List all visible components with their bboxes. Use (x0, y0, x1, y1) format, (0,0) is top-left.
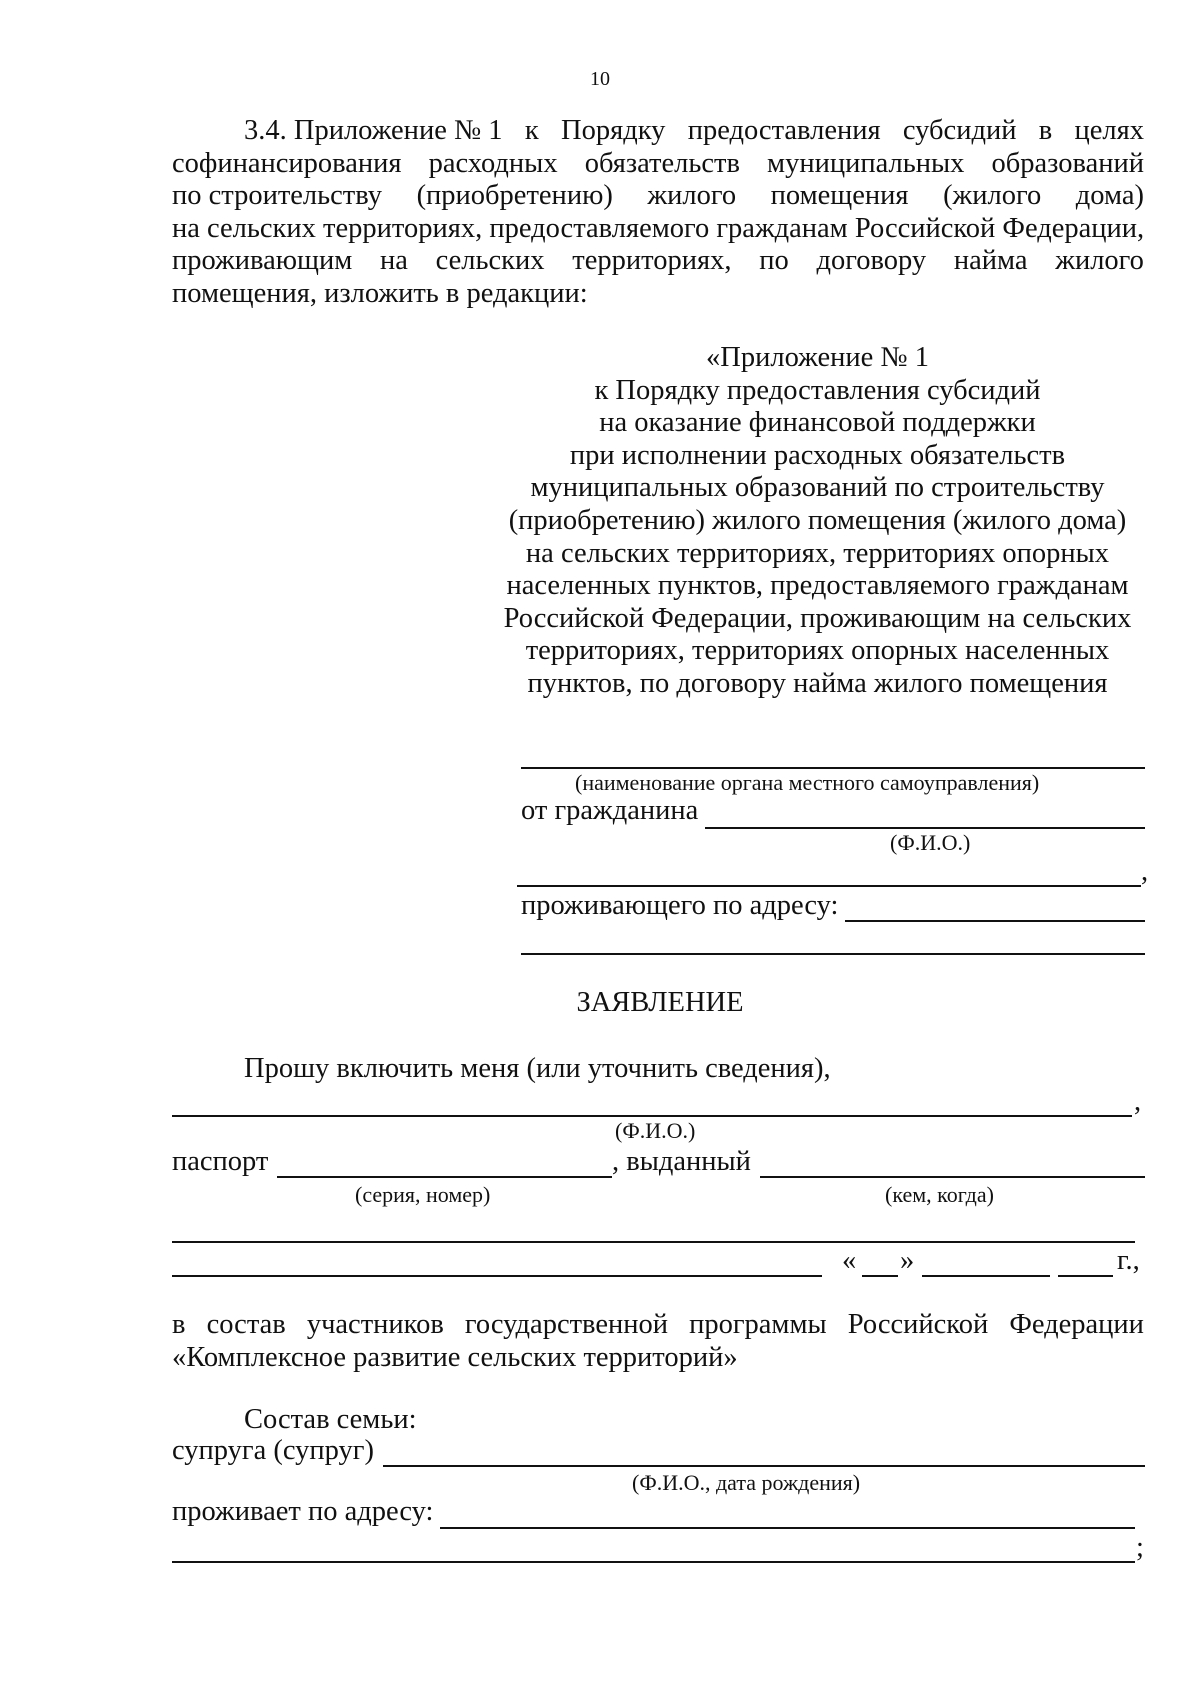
word: программы (689, 1309, 827, 1340)
word: в (1038, 115, 1053, 146)
program-paragraph (172, 1309, 1144, 1374)
spouse-caption: (Ф.И.О., дата рождения) (632, 1470, 861, 1495)
spouse-address-semicolon: ; (1136, 1532, 1144, 1563)
organ-name-field[interactable] (521, 767, 1145, 769)
word: сельских (435, 245, 545, 276)
paragraph-line (172, 115, 1144, 148)
issued-by-field-continued[interactable] (172, 1241, 1135, 1243)
appendix-line: пунктов, по договору найма жилого помещения (527, 667, 1108, 699)
issued-by-field-line-3[interactable] (172, 1275, 822, 1277)
applicant-name-field[interactable] (172, 1115, 1132, 1117)
family-title: Состав семьи: (244, 1404, 417, 1435)
request-text: Прошу включить меня (или уточнить сведения), (244, 1053, 831, 1084)
appendix-header (495, 342, 1140, 701)
word: на сельских территориях, предоставляемого гражданам Российской Федерации, (172, 212, 1145, 244)
appendix-line: к Порядку предоставления субсидий (594, 374, 1041, 406)
appendix-line: (приобретению) жилого помещения (жилого дома) (508, 504, 1127, 536)
citizen-name-field-continued[interactable] (517, 885, 1141, 887)
word: предоставления (687, 115, 881, 146)
spouse-label: супруга (супруг) (172, 1435, 374, 1466)
word: в (172, 1309, 186, 1340)
from-citizen-label: от гражданина (521, 795, 699, 826)
appendix-line: на оказание финансовой поддержки (599, 407, 1036, 439)
paragraph-last-line: «Комплексное развитие сельских территорий» (172, 1341, 738, 1373)
appendix-line: на сельских территориях, территориях опорных (525, 537, 1110, 569)
word: состав (206, 1309, 286, 1340)
word: образований (991, 147, 1144, 179)
appendix-line: Российской Федерации, проживающим на сельских (503, 602, 1132, 634)
word: дома) (1075, 180, 1144, 211)
paragraph-line (172, 180, 1144, 213)
word: Федерации (1009, 1309, 1144, 1340)
address-field-continued[interactable] (521, 953, 1145, 955)
word: проживающим (172, 245, 353, 276)
address-label: проживающего по адресу: (521, 890, 839, 921)
word: помещения (770, 180, 909, 211)
word: территориях, (572, 245, 732, 276)
passport-label: паспорт (172, 1146, 269, 1177)
paragraph-line (172, 148, 1144, 181)
citizen-name-comma: , (1141, 856, 1149, 887)
word: жилого (647, 180, 737, 211)
paragraph-last-line: помещения, изложить в редакции: (172, 277, 588, 309)
date-day-field[interactable] (862, 1275, 898, 1277)
intro-paragraph (172, 115, 1144, 310)
date-close-quote: » (900, 1245, 915, 1276)
word: софинансирования (172, 147, 402, 179)
passport-number-field[interactable] (277, 1176, 612, 1178)
word: по (759, 245, 789, 276)
date-year-suffix: г., (1117, 1245, 1140, 1276)
word: муниципальных (767, 147, 965, 179)
statement-title: ЗАЯВЛЕНИЕ (576, 987, 744, 1018)
applicant-name-comma: , (1134, 1086, 1142, 1117)
word: на (380, 245, 408, 276)
appendix-line: территориях, территориях опорных населенных (525, 635, 1110, 667)
word: по строительству (172, 180, 382, 211)
word: (приобретению) (416, 180, 613, 211)
paragraph-line (172, 1309, 1144, 1342)
spouse-address-field[interactable] (440, 1527, 1135, 1529)
word: участников (306, 1309, 444, 1340)
appendix-line: «Приложение № 1 (706, 342, 929, 373)
word: найма (953, 245, 1028, 276)
word: Российской (847, 1309, 989, 1340)
citizen-fio-caption: (Ф.И.О.) (890, 830, 971, 855)
word: к (524, 115, 539, 146)
word: обязательств (584, 147, 740, 179)
organ-name-caption: (наименование органа местного самоуправления) (575, 770, 1040, 795)
passport-series-caption: (серия, номер) (355, 1182, 491, 1207)
word: жилого (1055, 245, 1144, 276)
page-number: 10 (590, 68, 610, 90)
spouse-address-field-continued[interactable] (172, 1561, 1135, 1563)
issued-by-field[interactable] (760, 1176, 1145, 1178)
address-field[interactable] (845, 920, 1145, 922)
date-open-quote: « (842, 1245, 857, 1276)
word: (жилого (943, 180, 1042, 211)
appendix-line: муниципальных образований по строительству (530, 472, 1105, 504)
appendix-line: при исполнении расходных обязательств (569, 439, 1066, 471)
date-month-field[interactable] (922, 1275, 1050, 1277)
issued-label: , выданный (612, 1146, 751, 1177)
appendix-line: населенных пунктов, предоставляемого гражданам (506, 570, 1129, 602)
word: государственной (464, 1309, 668, 1340)
date-year-field[interactable] (1058, 1275, 1113, 1277)
word: 3.4. Приложение № 1 (244, 115, 503, 146)
word: целях (1074, 115, 1144, 146)
spouse-name-field[interactable] (383, 1465, 1145, 1467)
citizen-name-field[interactable] (705, 827, 1145, 829)
lives-label: проживает по адресу: (172, 1496, 434, 1527)
paragraph-line (172, 213, 1144, 246)
word: договору (816, 245, 927, 276)
issued-caption: (кем, когда) (885, 1182, 994, 1207)
word: Порядку (561, 115, 666, 146)
word: субсидий (902, 115, 1017, 146)
word: расходных (428, 147, 558, 179)
paragraph-line (172, 245, 1144, 278)
applicant-fio-caption: (Ф.И.О.) (615, 1118, 696, 1143)
